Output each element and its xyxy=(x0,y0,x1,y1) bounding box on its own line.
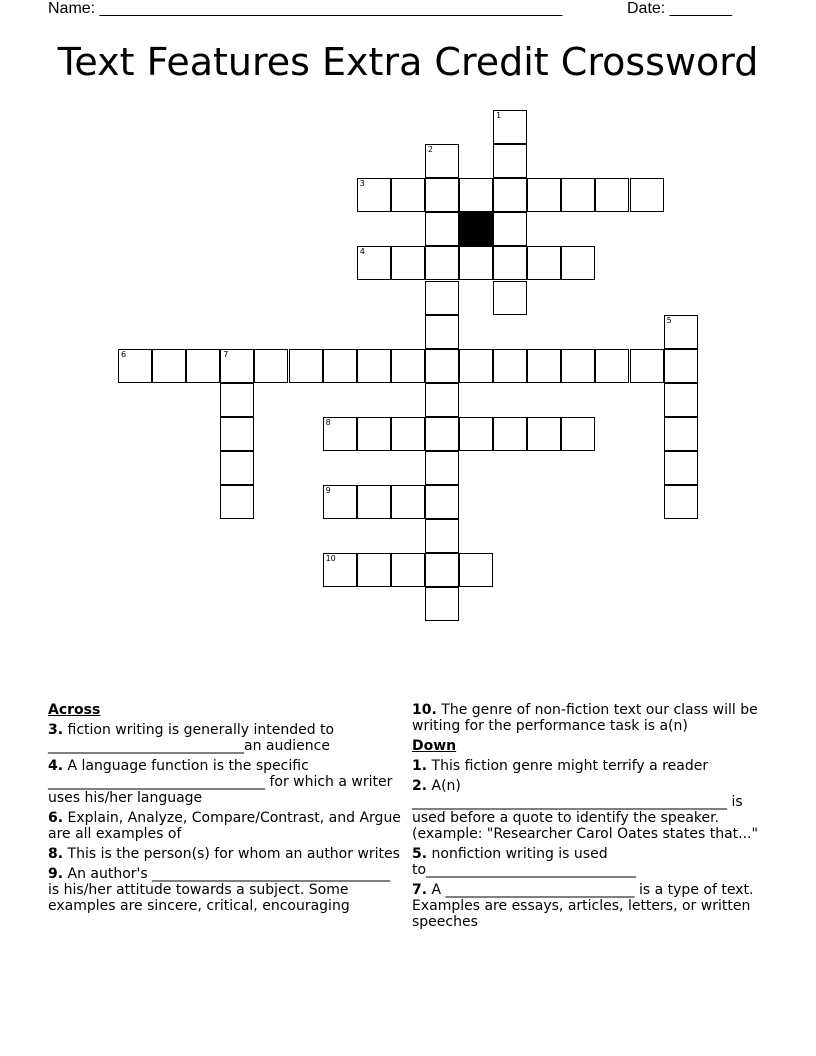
clue-text: Explain, Analyze, Compare/Contrast, and Argue are all examples of xyxy=(48,810,401,842)
crossword-cell[interactable] xyxy=(357,553,391,587)
clue-text: This is the person(s) for whom an author writes xyxy=(67,846,400,862)
cell-number: 1 xyxy=(496,111,502,120)
crossword-cell[interactable] xyxy=(493,144,527,178)
crossword-cell[interactable] xyxy=(425,553,459,587)
clue-across-9 xyxy=(48,866,404,914)
clue-text: An author's __________________________________ is his/her attitude towards a subject. Some examples are sincere, critical, encouraging xyxy=(48,866,391,914)
cell-number: 8 xyxy=(325,417,331,427)
crossword-cell[interactable] xyxy=(425,519,459,553)
crossword-cell[interactable] xyxy=(595,349,629,383)
clue-text: A language function is the specific _______________________________ for which a writer uses his/her language xyxy=(48,758,393,806)
crossword-cell[interactable] xyxy=(425,212,459,246)
crossword-cell[interactable] xyxy=(289,349,323,383)
clues-right-column xyxy=(412,702,768,934)
crossword-cell[interactable] xyxy=(323,553,357,587)
crossword-cell[interactable] xyxy=(561,246,595,280)
clue-number: 9. xyxy=(48,866,64,882)
crossword-cell[interactable] xyxy=(357,485,391,519)
clue-text: The genre of non-fiction text our class will be writing for the performance task is a(n) xyxy=(412,702,758,734)
crossword-cell[interactable] xyxy=(664,485,698,519)
clue-down-2 xyxy=(412,778,768,842)
crossword-cell[interactable] xyxy=(561,178,595,212)
clue-number: 4. xyxy=(48,758,64,774)
crossword-cell[interactable] xyxy=(527,417,561,451)
crossword-cell[interactable] xyxy=(527,178,561,212)
clue-number: 6. xyxy=(48,810,64,826)
clue-across-4 xyxy=(48,758,404,806)
clue-text: nonfiction writing is used to______________________________ xyxy=(412,846,637,878)
clue-across-8 xyxy=(48,846,404,862)
crossword-cell[interactable] xyxy=(425,246,459,280)
crossword-cell[interactable] xyxy=(493,349,527,383)
clue-number: 2. xyxy=(412,778,428,794)
clue-number: 3. xyxy=(48,722,64,738)
crossword-cell[interactable] xyxy=(664,383,698,417)
cell-number: 5 xyxy=(666,315,672,325)
crossword-cell[interactable] xyxy=(425,587,459,621)
clue-down-1 xyxy=(412,758,768,774)
crossword-cell[interactable] xyxy=(459,417,493,451)
crossword-cell[interactable] xyxy=(493,110,527,144)
clue-number: 1. xyxy=(412,758,428,774)
crossword-cell[interactable] xyxy=(561,349,595,383)
black-cell xyxy=(459,212,493,246)
crossword-cell[interactable] xyxy=(664,349,698,383)
crossword-cell[interactable] xyxy=(391,178,425,212)
crossword-cell[interactable] xyxy=(425,485,459,519)
crossword-cell[interactable] xyxy=(425,383,459,417)
cell-number: 2 xyxy=(427,145,433,155)
clue-text: This fiction genre might terrify a reader xyxy=(431,758,709,774)
crossword-cell[interactable] xyxy=(220,383,254,417)
crossword-cell[interactable] xyxy=(357,417,391,451)
across-heading: Across xyxy=(48,702,101,718)
clue-number: 8. xyxy=(48,846,64,862)
crossword-cell[interactable] xyxy=(630,349,664,383)
crossword-cell[interactable] xyxy=(118,349,152,383)
cell-number: 4 xyxy=(359,247,365,257)
crossword-cell[interactable] xyxy=(220,349,254,383)
crossword-cell[interactable] xyxy=(493,417,527,451)
crossword-cell[interactable] xyxy=(630,178,664,212)
crossword-cell[interactable] xyxy=(527,246,561,280)
crossword-cell[interactable] xyxy=(220,451,254,485)
name-field[interactable]: Name: ____________________________________________________ xyxy=(48,0,563,17)
crossword-cell[interactable] xyxy=(425,315,459,349)
crossword-cell[interactable] xyxy=(391,349,425,383)
crossword-cell[interactable] xyxy=(425,451,459,485)
crossword-cell[interactable] xyxy=(425,178,459,212)
crossword-cell[interactable] xyxy=(664,315,698,349)
crossword-cell[interactable] xyxy=(254,349,288,383)
crossword-cell[interactable] xyxy=(391,485,425,519)
crossword-cell[interactable] xyxy=(493,246,527,280)
cell-number: 10 xyxy=(325,554,336,564)
down-heading: Down xyxy=(412,738,457,754)
crossword-cell[interactable] xyxy=(391,417,425,451)
crossword-cell[interactable] xyxy=(391,246,425,280)
clue-number: 7. xyxy=(412,882,428,898)
clue-across-3 xyxy=(48,722,404,754)
crossword-cell[interactable] xyxy=(323,485,357,519)
crossword-cell[interactable] xyxy=(459,246,493,280)
crossword-cell[interactable] xyxy=(493,212,527,246)
page-title: Text Features Extra Credit Crossword xyxy=(57,40,759,84)
crossword-cell[interactable] xyxy=(152,349,186,383)
crossword-cell[interactable] xyxy=(664,451,698,485)
clue-number: 5. xyxy=(412,846,428,862)
crossword-cell[interactable] xyxy=(391,553,425,587)
crossword-cell[interactable] xyxy=(493,281,527,315)
crossword-cell[interactable] xyxy=(459,553,493,587)
crossword-cell[interactable] xyxy=(459,349,493,383)
clue-across-6 xyxy=(48,810,404,842)
crossword-cell[interactable] xyxy=(561,417,595,451)
crossword-cell[interactable] xyxy=(459,178,493,212)
clue-down-5 xyxy=(412,846,768,878)
crossword-cell[interactable] xyxy=(357,246,391,280)
clues-left-column xyxy=(48,702,404,918)
date-field[interactable]: Date: _______ xyxy=(627,0,732,17)
crossword-cell[interactable] xyxy=(357,178,391,212)
crossword-cell[interactable] xyxy=(425,417,459,451)
clue-text: fiction writing is generally intended to ____________________________an audience xyxy=(48,722,335,754)
clue-text: A ___________________________ is a type of text. Examples are essays, articles, letters, or written speeches xyxy=(412,882,754,930)
crossword-cell[interactable] xyxy=(357,349,391,383)
clue-number: 10. xyxy=(412,702,437,718)
crossword-cell[interactable] xyxy=(425,144,459,178)
cell-number: 9 xyxy=(325,486,331,496)
cell-number: 6 xyxy=(121,349,127,359)
cell-number: 7 xyxy=(223,349,229,359)
crossword-cell[interactable] xyxy=(220,417,254,451)
crossword-cell[interactable] xyxy=(664,417,698,451)
crossword-cell[interactable] xyxy=(425,281,459,315)
crossword-cell[interactable] xyxy=(595,178,629,212)
clue-across-10 xyxy=(412,702,768,734)
clue-text: A(n) _____________________________________________ is used before a quote to identify the speaker. (example: "Researcher Carol Oates states that..." xyxy=(412,778,758,842)
crossword-cell[interactable] xyxy=(527,349,561,383)
crossword-cell[interactable] xyxy=(493,178,527,212)
crossword-cell[interactable] xyxy=(323,349,357,383)
crossword-cell[interactable] xyxy=(220,485,254,519)
crossword-cell[interactable] xyxy=(425,349,459,383)
cell-number: 3 xyxy=(359,179,365,189)
crossword-cell[interactable] xyxy=(323,417,357,451)
crossword-cell[interactable] xyxy=(186,349,220,383)
clue-down-7 xyxy=(412,882,768,930)
